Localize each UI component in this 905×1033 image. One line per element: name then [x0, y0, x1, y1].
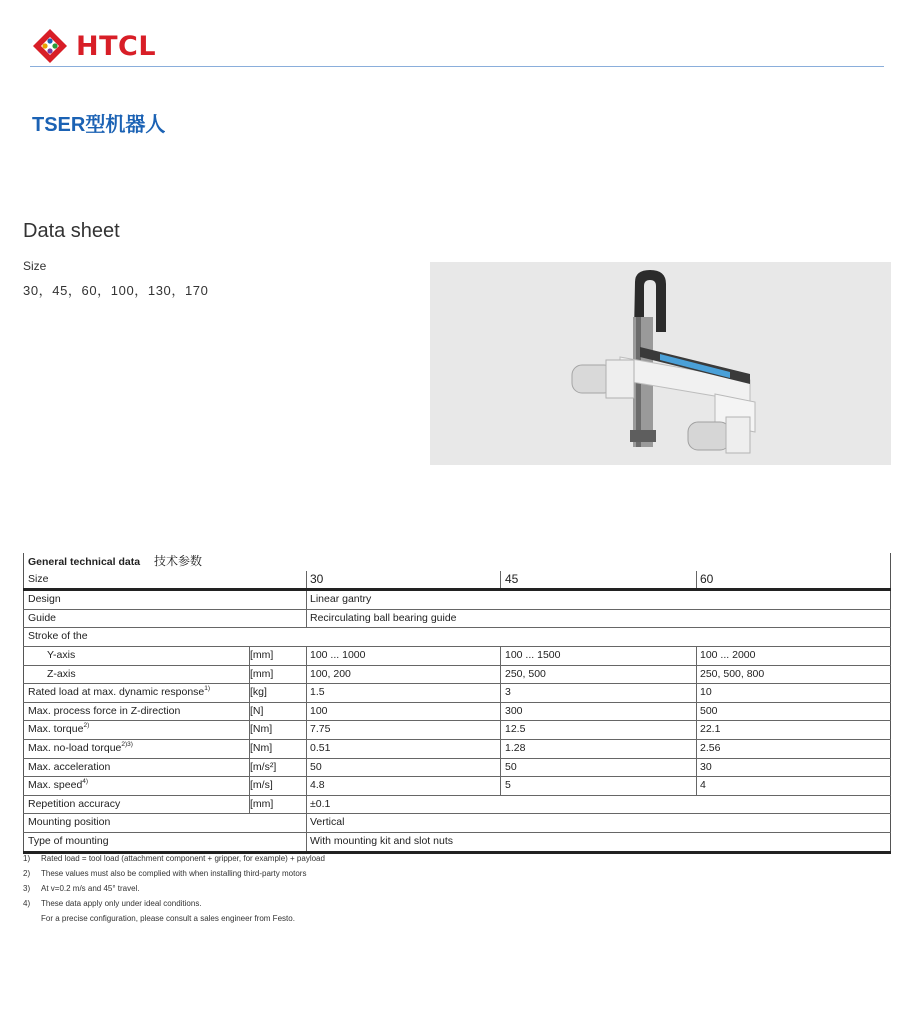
product-image	[430, 262, 891, 465]
table-row: Max. no-load torque$^{2)3)}$ [Nm] 0.51 1.28 2.56	[23, 740, 891, 759]
section-heading: Data sheet	[23, 220, 120, 242]
size-label: Size	[23, 259, 47, 273]
size-col-45: 45	[505, 571, 519, 586]
table-row: Guide Recirculating ball bearing guide	[23, 610, 891, 629]
table-row: Max. process force in Z-direction [N] 100 300 500	[23, 703, 891, 722]
size-col-60: 60	[700, 571, 714, 586]
size-row-label: Size	[28, 572, 49, 585]
footnote: For a precise configuration, please consult a sales engineer from Festo.	[41, 914, 295, 923]
brand-name: HTCL	[76, 30, 157, 62]
table-row: Design Linear gantry	[23, 591, 891, 610]
page-title: TSER型机器人	[32, 114, 166, 136]
table-row: Z-axis [mm] 100, 200 250, 500 250, 500, 800	[23, 666, 891, 685]
footnote: 1) Rated load = tool load (attachment component + gripper, for example) + payload	[23, 854, 325, 863]
gantry-robot-illustration	[430, 262, 891, 465]
brand-logo	[32, 26, 156, 66]
header-divider	[30, 66, 884, 67]
footnote: 4) These data apply only under ideal conditions.	[23, 899, 202, 908]
table-row: Repetition accuracy [mm] ±0.1	[23, 796, 891, 815]
table-row: Type of mounting With mounting kit and slot nuts	[23, 833, 891, 854]
logo-diamond-icon	[32, 28, 68, 64]
table-title-row	[23, 553, 891, 571]
footnote: 3) At v=0.2 m/s and 45° travel.	[23, 884, 140, 893]
table-row: Mounting position Vertical	[23, 814, 891, 833]
table-row: Max. acceleration [m/s²] 50 50 30	[23, 759, 891, 778]
footnotes	[23, 851, 325, 926]
table-size-row	[23, 571, 891, 592]
table-title: General technical data	[28, 556, 141, 568]
table-title-cn: 技术参数	[154, 554, 203, 568]
footnote: 2) These values must also be complied with when installing third-party motors	[23, 869, 307, 878]
table-row: Y-axis [mm] 100 ... 1000 100 ... 1500 100 ... 2000	[23, 647, 891, 666]
size-values: 30，45，60，100，130，170	[23, 283, 209, 298]
technical-data-table	[23, 553, 891, 854]
table-row: Max. speed$^{4)}$ [m/s] 4.8 5 4	[23, 777, 891, 796]
size-col-30: 30	[310, 571, 324, 586]
table-row: Rated load at max. dynamic response$^{1)}$ [kg] 1.5 3 10	[23, 684, 891, 703]
table-row: Stroke of the	[23, 628, 891, 647]
table-row: Max. torque$^{2)}$ [Nm] 7.75 12.5 22.1	[23, 721, 891, 740]
